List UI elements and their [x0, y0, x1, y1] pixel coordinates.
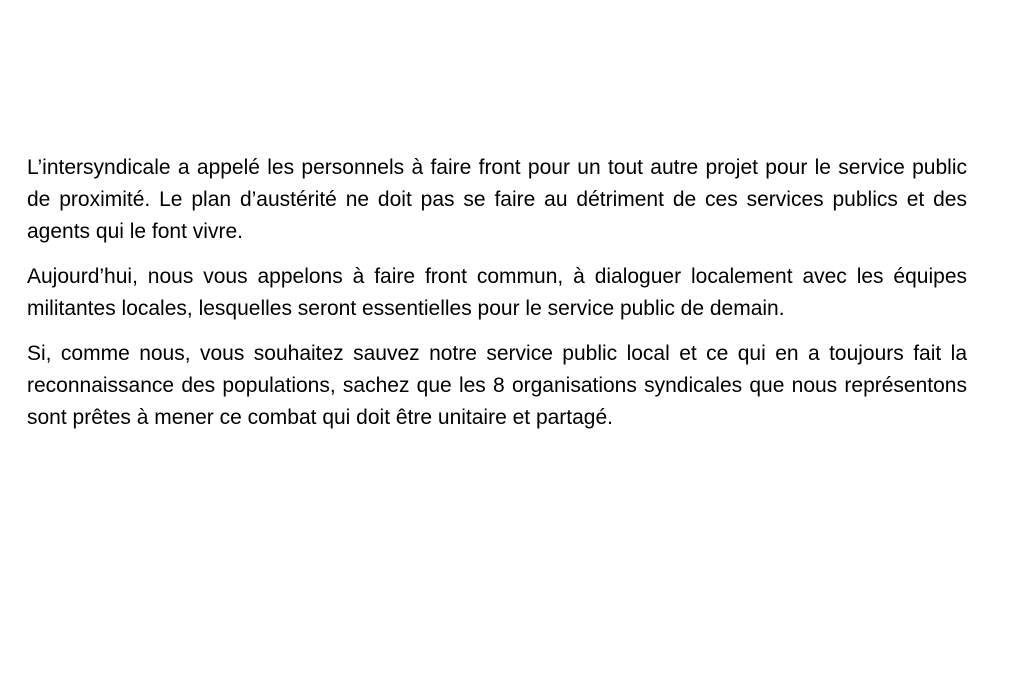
- paragraph-appel-front-commun: Aujourd’hui, nous vous appelons à faire front commun, à dialoguer localement avec les équipes militantes locales, lesquelles seront essentielles pour le service public de demain.: [27, 265, 967, 320]
- paragraph-service-public-local: Si, comme nous, vous souhaitez sauvez notre service public local et ce qui en a toujours fait la reconnaissance des populations, sachez que les 8 organisations syndicales que nous représentons sont prêtes à mener ce combat qui doit être unitaire et partagé.: [27, 342, 967, 429]
- document-body: [27, 152, 967, 447]
- paragraph-intersyndicale: L’intersyndicale a appelé les personnels à faire front pour un tout autre projet pour le service public de proximité. Le plan d’austérité ne doit pas se faire au détriment de ces services publics et des agents qui le font vivre.: [27, 156, 967, 243]
